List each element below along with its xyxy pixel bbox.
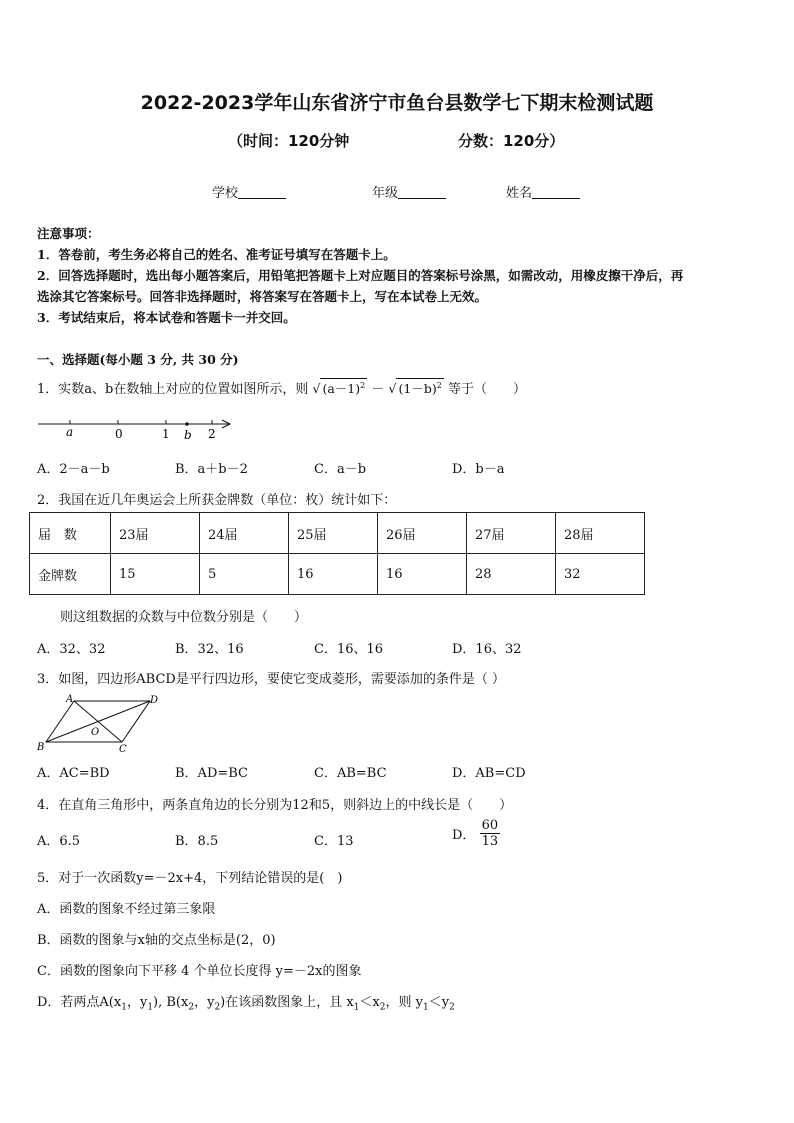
q5-d-text: ，y xyxy=(126,995,148,1010)
label-a: a xyxy=(66,425,74,439)
q5-d-text: ，y xyxy=(194,995,215,1010)
table-cell: 28 xyxy=(467,554,556,595)
table-cell: 27届 xyxy=(467,513,556,554)
vertex-a-label: A xyxy=(66,694,74,705)
medal-table xyxy=(29,512,645,595)
q1-radical-2: √ $(1-b)^2$ xyxy=(389,381,444,396)
table-cell: 金牌数 xyxy=(30,554,111,595)
q5-d-sub: 1 xyxy=(353,1002,360,1013)
q1-stem xyxy=(37,378,526,397)
number-line xyxy=(36,412,236,444)
q1-stem-b: 等于（ ） xyxy=(447,382,526,397)
q1-stem-a: 1．实数a、b在数轴上对应的位置如图所示，则 xyxy=(37,382,309,397)
table-cell: 32 xyxy=(556,554,645,595)
page-title: 2022-2023学年山东省济宁市鱼台县数学七下期末检测试题 xyxy=(140,92,654,114)
grade-blank xyxy=(398,186,446,199)
q4-stem: 4．在直角三角形中，两条直角边的长分别为12和5，则斜边上的中线长是（ ） xyxy=(37,798,513,813)
q5-d-text: ), B(x xyxy=(153,995,189,1010)
grade-field xyxy=(372,182,446,201)
table-row xyxy=(30,513,645,554)
q4-fraction-numerator: 60 xyxy=(481,818,499,833)
notes-line-2b: 选涂其它答案标号。回答非选择题时，将答案写在答题卡上，写在本试卷上无效。 xyxy=(37,289,488,304)
q5-d-text: ，则 y xyxy=(385,995,424,1010)
q5-option-b[interactable]: B．函数的图象与x轴的交点坐标是(2，0) xyxy=(37,933,276,948)
label-two: 2 xyxy=(208,427,216,441)
q3-option-c[interactable]: C．AB=BC xyxy=(314,766,387,781)
q2-option-c[interactable]: C．16、16 xyxy=(314,642,384,657)
q5-d-text: ＜y xyxy=(428,995,450,1010)
q1-option-b[interactable]: B．a＋b－2 xyxy=(175,462,248,477)
q1-minus: － xyxy=(371,382,385,397)
table-row xyxy=(30,554,645,595)
notes-heading: 注意事项： xyxy=(37,226,100,241)
q2-option-a[interactable]: A．32、32 xyxy=(37,642,106,657)
table-cell: 15 xyxy=(111,554,200,595)
q4-option-c[interactable]: C．13 xyxy=(314,834,354,849)
q1-rad1-text: (a－1) xyxy=(322,381,361,396)
table-cell: 25届 xyxy=(289,513,378,554)
parallelogram-figure xyxy=(36,692,164,754)
q2-stem: 2．我国在近几年奥运会上所获金牌数（单位：枚）统计如下： xyxy=(37,493,397,508)
table-cell: 届 数 xyxy=(30,513,111,554)
label-one: 1 xyxy=(162,427,170,441)
q2-sub: 则这组数据的众数与中位数分别是（ ） xyxy=(60,610,308,625)
q5-d-text: D．若两点A(x xyxy=(37,995,122,1010)
table-cell: 16 xyxy=(289,554,378,595)
table-cell: 24届 xyxy=(200,513,289,554)
q5-option-c[interactable]: C．函数的图象向下平移 4 个单位长度得 y=－2x的图象 xyxy=(37,964,362,979)
q2-option-d[interactable]: D．16、32 xyxy=(452,642,522,657)
q4-fraction-denominator: 13 xyxy=(481,834,499,849)
q5-d-sub: 2 xyxy=(188,1002,195,1013)
q5-option-d[interactable] xyxy=(37,991,455,1013)
table-cell: 26届 xyxy=(378,513,467,554)
notes-line-2: 2．回答选择题时，选出每小题答案后，用铅笔把答题卡上对应题目的答案标号涂黑，如需改动，用橡皮擦干净后，再 xyxy=(37,268,684,283)
school-field xyxy=(212,182,286,201)
notes-line-3: 3．考试结束后，将本试卷和答题卡一并交回。 xyxy=(37,310,296,325)
school-label: 学校 xyxy=(212,186,239,201)
vertex-d-label: D xyxy=(150,695,159,706)
point-b xyxy=(185,422,189,426)
q1-option-c[interactable]: C．a－b xyxy=(314,462,367,477)
q4-option-d[interactable] xyxy=(452,818,500,849)
q5-d-sub: 1 xyxy=(147,1002,154,1013)
q1-rad2-text: (1－b) xyxy=(398,381,437,396)
exam-time: （时间：120分钟 xyxy=(228,132,350,150)
q1-radical-1: √ $(a-1)^2$ xyxy=(312,381,367,396)
exam-score: 分数：120分） xyxy=(458,132,565,150)
section-heading: 一、选择题(每小题 3 分, 共 30 分) xyxy=(37,352,239,367)
q5-stem: 5．对于一次函数y=－2x+4，下列结论错误的是( ) xyxy=(37,871,343,886)
q3-option-a[interactable]: A．AC=BD xyxy=(37,766,110,781)
q3-option-b[interactable]: B．AD=BC xyxy=(175,766,248,781)
q5-d-sub: 2 xyxy=(449,1002,455,1013)
school-blank xyxy=(238,186,286,199)
q5-d-sub: 2 xyxy=(379,1002,386,1013)
vertex-c-label: C xyxy=(119,744,127,754)
vertex-b-label: B xyxy=(37,742,45,753)
q4-option-d-label: D． xyxy=(452,828,476,843)
name-field xyxy=(506,182,580,201)
q3-option-d[interactable]: D．AB=CD xyxy=(452,766,526,781)
q5-d-text: ＜x xyxy=(359,995,380,1010)
q1-option-a[interactable]: A．2－a－b xyxy=(37,462,110,477)
q1-rad2-exp: 2 xyxy=(436,380,442,390)
table-cell: 16 xyxy=(378,554,467,595)
grade-label: 年级 xyxy=(372,186,399,201)
q3-stem: 3．如图，四边形ABCD是平行四边形，要使它变成菱形，需要添加的条件是（ ） xyxy=(37,672,505,687)
q5-d-sub: 1 xyxy=(121,1002,127,1013)
q2-option-b[interactable]: B．32、16 xyxy=(175,642,244,657)
table-cell: 23届 xyxy=(111,513,200,554)
label-b: b xyxy=(184,428,192,442)
table-cell: 28届 xyxy=(556,513,645,554)
q5-d-sub: 1 xyxy=(423,1002,429,1013)
q4-fraction xyxy=(480,818,501,849)
notes-line-1: 1．答卷前，考生务必将自己的姓名、准考证号填写在答题卡上。 xyxy=(37,247,396,262)
label-zero: 0 xyxy=(115,427,123,441)
name-label: 姓名 xyxy=(506,186,533,201)
q4-option-a[interactable]: A．6.5 xyxy=(37,834,81,849)
name-blank xyxy=(532,186,580,199)
q1-option-d[interactable]: D．b－a xyxy=(452,462,505,477)
q5-d-text: )在该函数图象上，且 x xyxy=(220,995,354,1010)
q1-rad1-exp: 2 xyxy=(360,380,366,390)
q5-option-a[interactable]: A．函数的图象不经过第三象限 xyxy=(37,902,216,917)
q5-d-sub: 2 xyxy=(214,1002,221,1013)
center-o-label: O xyxy=(91,727,100,738)
q4-option-b[interactable]: B．8.5 xyxy=(175,834,219,849)
table-cell: 5 xyxy=(200,554,289,595)
